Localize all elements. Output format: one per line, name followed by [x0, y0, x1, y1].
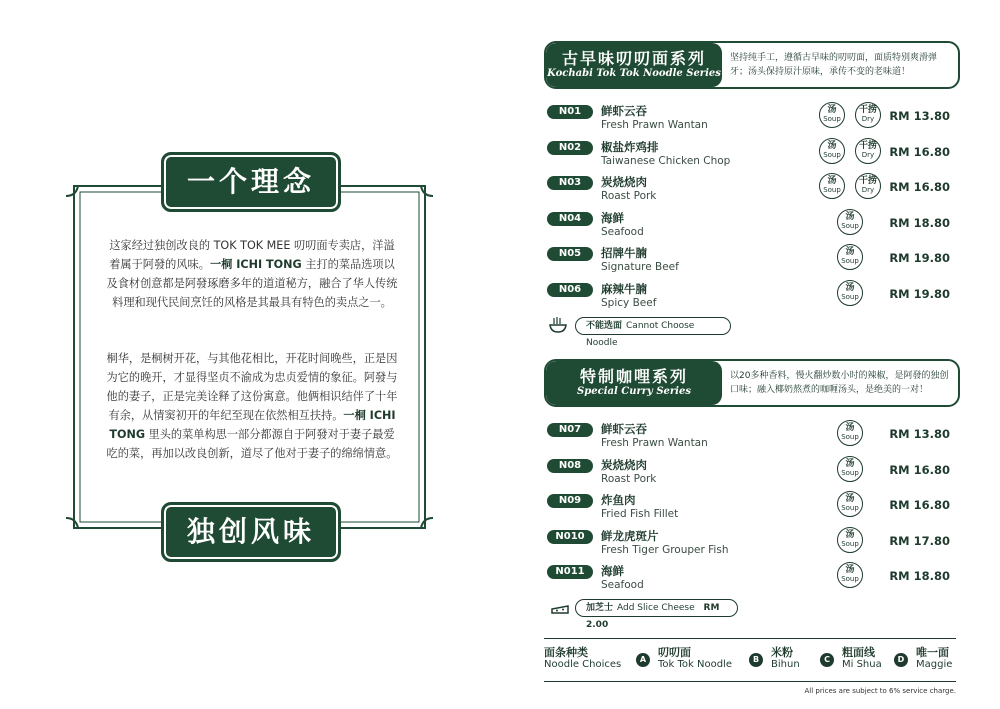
story-paragraph-1: 这家经过独创改良的 TOK TOK MEE 叨叨面专卖店，洋溢着属于阿發的风味。一桐 ICHI TONG 主打的菜品选项以及食材创意都是阿發琢磨多年的道道秘方，融合了华人传统料理和现代民间烹饪的风格是其最具有特色的卖点之一。	[106, 239, 398, 309]
soup-badge: 汤 Soup	[837, 527, 863, 553]
soup-badge: 汤 Soup	[837, 456, 863, 482]
item-code: N02	[547, 141, 593, 155]
item-code: N06	[547, 283, 593, 297]
dry-badge: 干捞 Dry	[855, 173, 881, 199]
menu-item	[544, 420, 956, 454]
item-code: N09	[547, 494, 593, 508]
menu-item	[544, 280, 956, 314]
section-title-zh: 特制咖哩系列	[579, 367, 688, 386]
option-name-zh: 粗面线	[842, 646, 875, 659]
story-paragraph-2: 桐华，是桐树开花，与其他花相比，开花时间晚些，正是因为它的晚开，才显得坚贞不渝成为忠贞爱情的象征。阿發与他的妻子，正是完美诠释了这份寓意。他俩相识结伴了十年有余，从情窦初开的年纪至现在依然相互扶持。一桐 ICHI TONG 里头的菜单构思一部分都源自于阿發对于妻子最爱吃的菜，再加以改良创新，道尽了他对于妻子的绵绵情意。	[106, 352, 398, 460]
item-code: N011	[547, 565, 593, 579]
item-name-en: Fresh Prawn Wantan	[601, 437, 708, 449]
soup-badge: 汤 Soup	[837, 209, 863, 235]
cheese-icon	[550, 598, 570, 618]
item-price: RM 18.80	[889, 569, 950, 583]
option-name-zh: 叨叨面	[658, 646, 691, 659]
item-code: N01	[547, 105, 593, 119]
item-price: RM 17.80	[889, 533, 950, 548]
unique-flavour-title: 独创风味	[161, 502, 341, 562]
option-name-en: Maggie	[916, 659, 953, 670]
item-code: N07	[547, 423, 593, 437]
philosophy-title: 一个理念	[161, 152, 341, 212]
soup-badge: 汤 Soup	[837, 244, 863, 270]
dry-badge: 干捞 Dry	[855, 102, 881, 128]
item-price: RM 16.80	[889, 498, 950, 512]
item-name-en: Fried Fish Fillet	[601, 508, 679, 520]
menu-item	[544, 491, 956, 525]
no-noodle-choice-note: 不能选面 Cannot Choose Noodle	[575, 317, 731, 335]
item-price: RM 16.80	[889, 462, 950, 477]
item-name-en: Signature Beef	[601, 261, 679, 273]
item-code: N04	[547, 212, 593, 226]
item-name-zh: 鲜虾云吞	[601, 104, 647, 118]
item-code: N05	[547, 247, 593, 261]
dry-badge: 干捞 Dry	[855, 138, 881, 164]
option-letter: B	[749, 653, 763, 667]
item-code: N010	[547, 530, 593, 544]
add-cheese-note: 加芝士 Add Slice Cheese RM 2.00	[575, 599, 738, 617]
item-price: RM 13.80	[889, 109, 950, 123]
section-description: 坚持纯手工，遵循古早味的叨叨面，面质特别爽滑弹牙；汤头保持原汁原味，承传不变的老味道！	[730, 53, 938, 77]
soup-badge: 汤 Soup	[819, 173, 845, 199]
item-price: RM 18.80	[889, 215, 950, 230]
soup-badge: 汤 Soup	[819, 102, 845, 128]
item-price: RM 16.80	[889, 144, 950, 159]
item-name-zh: 椒盐炸鸡排	[601, 139, 659, 154]
soup-badge: 汤 Soup	[837, 562, 863, 588]
soup-badge: 汤 Soup	[837, 491, 863, 517]
item-code: N08	[547, 459, 593, 473]
soup-badge: 汤 Soup	[837, 280, 863, 306]
item-price: RM 19.80	[889, 251, 950, 265]
service-charge-footnote: All prices are subject to 6% service charge.	[804, 687, 956, 695]
item-name-zh: 炭烧烧肉	[601, 175, 647, 189]
menu-item	[544, 456, 956, 490]
item-name-en: Fresh Prawn Wantan	[601, 119, 708, 131]
option-letter: C	[820, 653, 834, 667]
menu-item	[544, 173, 956, 207]
choices-title-en: Noodle Choices	[544, 659, 622, 670]
section-title-zh: 古早味叨叨面系列	[561, 49, 706, 68]
menu-item	[544, 562, 956, 596]
section-header-curry	[544, 359, 960, 407]
item-code: N03	[547, 176, 593, 190]
item-price: RM 19.80	[889, 286, 950, 301]
option-name-en: Bihun	[771, 659, 800, 670]
item-name-zh: 海鲜	[601, 564, 624, 578]
item-name-zh: 鲜虾云吞	[601, 422, 647, 436]
item-name-zh: 麻辣牛腩	[601, 281, 647, 296]
soup-badge: 汤 Soup	[819, 138, 845, 164]
menu-item	[544, 527, 956, 561]
item-name-en: Spicy Beef	[601, 296, 657, 309]
item-name-zh: 海鲜	[601, 210, 624, 225]
item-name-en: Roast Pork	[601, 190, 657, 202]
noodle-bowl-icon	[548, 315, 568, 335]
item-name-zh: 炸鱼肉	[601, 493, 636, 507]
menu-item	[544, 138, 956, 172]
item-name-zh: 鲜龙虎斑片	[601, 528, 659, 543]
choices-title-zh: 面条种类	[544, 646, 588, 659]
item-name-en: Seafood	[601, 225, 644, 238]
menu-item	[544, 102, 956, 136]
section-title-en: Kochabi Tok Tok Noodle Series	[547, 68, 721, 79]
item-price: RM 13.80	[889, 427, 950, 441]
item-price: RM 16.80	[889, 180, 950, 194]
item-name-en: Roast Pork	[601, 472, 657, 485]
item-name-en: Fresh Tiger Grouper Fish	[601, 543, 729, 556]
item-name-zh: 招牌牛腩	[601, 246, 647, 260]
soup-badge: 汤 Soup	[837, 420, 863, 446]
menu-item	[544, 209, 956, 243]
option-name-zh: 唯一面	[916, 646, 949, 659]
option-name-en: Mi Shua	[842, 659, 882, 670]
option-letter: D	[894, 653, 908, 667]
item-name-en: Seafood	[601, 579, 644, 591]
option-name-zh: 米粉	[771, 646, 793, 659]
section-description: 以20多种香料，慢火翻炒数小时的辣椒，是阿發的独创口味；融入椰奶熬煮的咖喱汤头，是绝美的一对！	[730, 371, 949, 395]
section-title-en: Special Curry Series	[577, 386, 691, 397]
option-name-en: Tok Tok Noodle	[658, 659, 732, 670]
item-name-en: Taiwanese Chicken Chop	[601, 154, 731, 167]
noodle-choices-bar	[544, 638, 956, 682]
item-name-zh: 炭烧烧肉	[601, 457, 647, 472]
section-header-noodle	[544, 41, 960, 89]
menu-item	[544, 244, 956, 278]
option-letter: A	[636, 653, 650, 667]
